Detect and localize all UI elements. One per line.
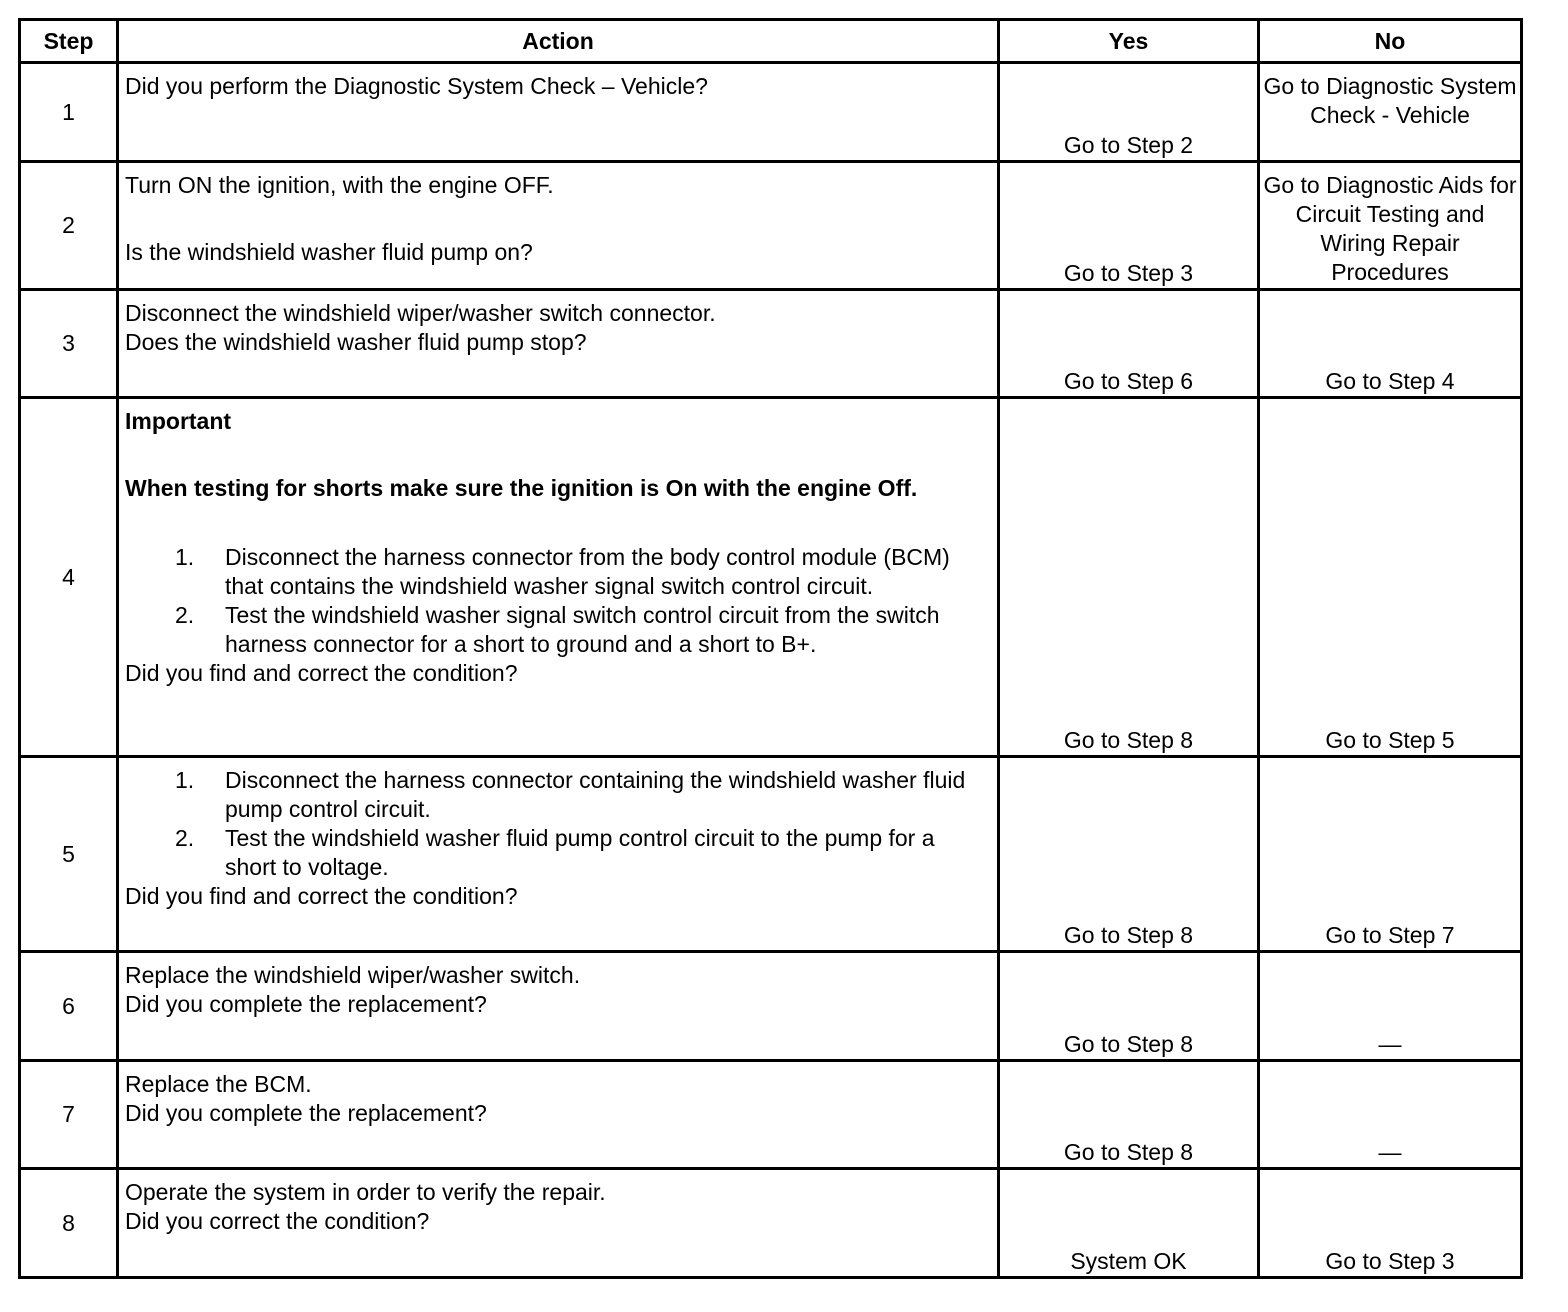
table-row [20, 162, 1522, 290]
action-question: Did you find and correct the condition? [125, 660, 518, 686]
header-yes: Yes [999, 20, 1259, 63]
yes-cell: Go to Step 8 [999, 757, 1259, 952]
diagnostic-table [18, 18, 1523, 1279]
list-item [125, 824, 991, 882]
table-row [20, 398, 1522, 757]
table-row [20, 952, 1522, 1061]
yes-cell: Go to Step 6 [999, 290, 1259, 398]
action-cell [118, 398, 999, 757]
header-action: Action [118, 20, 999, 63]
step-number: 6 [20, 952, 118, 1061]
action-text: Replace the BCM. [125, 1071, 312, 1097]
list-text: Disconnect the harness connector containing the windshield washer fluid pump control circuit. [225, 767, 966, 822]
yes-cell: Go to Step 3 [999, 162, 1259, 290]
table-row [20, 757, 1522, 952]
action-text: Did you perform the Diagnostic System Check – Vehicle? [125, 73, 708, 99]
action-cell [118, 757, 999, 952]
no-cell: Go to Step 3 [1259, 1169, 1522, 1278]
action-question: Does the windshield washer fluid pump stop? [125, 329, 587, 355]
yes-cell: Go to Step 8 [999, 1061, 1259, 1169]
header-step: Step [20, 20, 118, 63]
no-cell: Go to Diagnostic Aids for Circuit Testing and Wiring Repair Procedures [1259, 162, 1522, 290]
step-number: 5 [20, 757, 118, 952]
action-question: Did you complete the replacement? [125, 1100, 487, 1126]
no-cell: — [1259, 1061, 1522, 1169]
yes-cell: System OK [999, 1169, 1259, 1278]
list-text: Disconnect the harness connector from the body control module (BCM) that contains the windshield washer signal switch control circuit. [225, 544, 950, 599]
action-cell [118, 290, 999, 398]
no-cell: Go to Diagnostic System Check - Vehicle [1259, 63, 1522, 162]
action-text: Turn ON the ignition, with the engine OFF. [125, 172, 554, 198]
list-number: 1. [175, 767, 195, 793]
action-question: Did you find and correct the condition? [125, 883, 518, 909]
action-question: Did you complete the replacement? [125, 991, 487, 1017]
yes-cell: Go to Step 8 [999, 952, 1259, 1061]
procedure-list [125, 766, 991, 882]
table-row [20, 63, 1522, 162]
step-number: 1 [20, 63, 118, 162]
action-question: Is the windshield washer fluid pump on? [125, 239, 533, 265]
yes-cell: Go to Step 2 [999, 63, 1259, 162]
no-cell: Go to Step 7 [1259, 757, 1522, 952]
action-cell [118, 1061, 999, 1169]
list-number: 2. [175, 825, 195, 851]
list-number: 2. [175, 602, 195, 628]
table-row [20, 1061, 1522, 1169]
action-text: Replace the windshield wiper/washer switch. [125, 962, 581, 988]
action-cell [118, 952, 999, 1061]
important-text: When testing for shorts make sure the ignition is On with the engine Off. [125, 475, 918, 501]
list-text: Test the windshield washer signal switch control circuit from the switch harness connector for a short to ground and a short to B+. [225, 602, 940, 657]
header-row [20, 20, 1522, 63]
step-number: 7 [20, 1061, 118, 1169]
yes-cell: Go to Step 8 [999, 398, 1259, 757]
step-number: 3 [20, 290, 118, 398]
action-cell [118, 1169, 999, 1278]
action-cell [118, 63, 999, 162]
no-cell: — [1259, 952, 1522, 1061]
list-item [125, 601, 991, 659]
no-cell: Go to Step 5 [1259, 398, 1522, 757]
header-no: No [1259, 20, 1522, 63]
action-question: Did you correct the condition? [125, 1208, 430, 1234]
important-title: Important [125, 408, 232, 434]
step-number: 2 [20, 162, 118, 290]
list-number: 1. [175, 544, 195, 570]
procedure-list [125, 543, 991, 659]
action-text: Operate the system in order to verify the repair. [125, 1179, 606, 1205]
step-number: 8 [20, 1169, 118, 1278]
action-cell [118, 162, 999, 290]
step-number: 4 [20, 398, 118, 757]
no-cell: Go to Step 4 [1259, 290, 1522, 398]
list-text: Test the windshield washer fluid pump control circuit to the pump for a short to voltage. [225, 825, 935, 880]
action-text: Disconnect the windshield wiper/washer switch connector. [125, 300, 716, 326]
table-row [20, 1169, 1522, 1278]
table-row [20, 290, 1522, 398]
list-item [125, 766, 991, 824]
list-item [125, 543, 991, 601]
